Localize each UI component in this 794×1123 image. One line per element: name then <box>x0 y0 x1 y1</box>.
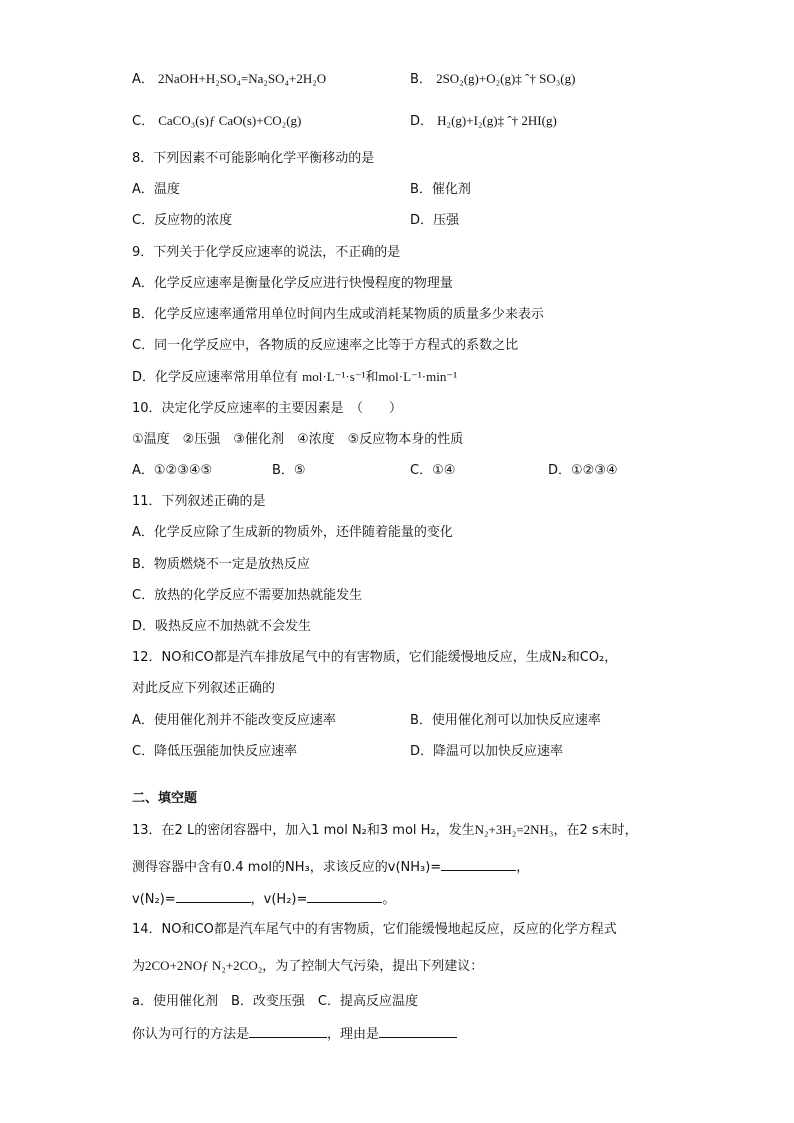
equation: 2SO₂(g)+O₂(g)‡ ˆ† SO₃(g) <box>436 71 576 86</box>
q14-options: a．使用催化剂 B．改变压强 C．提高反应温度 <box>132 994 418 1009</box>
equation: H₂(g)+I₂(g)‡ ˆ† 2HI(g) <box>437 113 557 128</box>
answer-blank-v-n2[interactable] <box>176 890 251 903</box>
q7-option-c <box>132 112 301 131</box>
q13-line3 <box>132 890 395 909</box>
equation: N₂+3H₂=2NH₃ <box>474 822 554 837</box>
equation: 2NaOH+H₂SO₄=Na₂SO₄+2H₂O <box>158 71 327 86</box>
q9-stem: 9．下列关于化学反应速率的说法，不正确的是 <box>132 245 401 260</box>
q8-option-c: C．反应物的浓度 <box>132 213 233 228</box>
q14-answer-line <box>132 1025 457 1044</box>
question-text: 你认为可行的方法是 <box>132 1027 250 1042</box>
q14-line1: 14．NO和CO都是汽车尾气中的有害物质，它们能缓慢地起反应，反应的化学方程式 <box>132 922 617 937</box>
q12-stem-line2: 对此反应下列叙述正确的 <box>132 681 276 696</box>
q9-option-b: B．化学反应速率通常用单位时间内生成或消耗某物质的质量多少来表示 <box>132 307 544 322</box>
q11-option-d: D．吸热反应不加热就不会发生 <box>132 619 312 634</box>
q7-option-b <box>410 70 575 89</box>
punctuation: ， <box>516 860 530 875</box>
punctuation: 。 <box>382 892 396 907</box>
question-text: 13．在2 L的密闭容器中，加入1 mol N₂和3 mol H₂，发生 <box>132 823 475 838</box>
equation: CaCO₃(s)ƒ CaO(s)+CO₂(g) <box>158 113 302 128</box>
answer-blank-v-h2[interactable] <box>307 890 382 903</box>
q11-stem: 11．下列叙述正确的是 <box>132 494 266 509</box>
q11-option-b: B．物质燃烧不一定是放热反应 <box>132 557 310 572</box>
q13-line2 <box>132 858 529 877</box>
q8-option-d: D．压强 <box>410 213 460 228</box>
q14-line2 <box>132 957 483 976</box>
question-text: v(N₂)= <box>132 892 176 907</box>
answer-blank-method[interactable] <box>249 1025 327 1038</box>
option-letter: B． <box>410 72 432 87</box>
option-letter: A． <box>132 72 154 87</box>
q10-factors: ①温度 ②压强 ③催化剂 ④浓度 ⑤反应物本身的性质 <box>132 432 464 447</box>
q12-option-b: B．使用催化剂可以加快反应速率 <box>410 713 601 728</box>
q8-option-b: B．催化剂 <box>410 182 471 197</box>
q10-stem: 10．决定化学反应速率的主要因素是 （ ） <box>132 401 403 416</box>
question-text: 为 <box>132 959 146 974</box>
q8-stem: 8．下列因素不可能影响化学平衡移动的是 <box>132 151 375 166</box>
answer-blank-v-nh3[interactable] <box>441 858 516 871</box>
q9-option-d <box>132 368 457 387</box>
q13-line1 <box>132 821 638 840</box>
option-text: D．化学反应速率常用单位有 <box>132 370 299 385</box>
q9-option-a: A．化学反应速率是衡量化学反应进行快慢程度的物理量 <box>132 276 453 291</box>
q10-option-c: C．①④ <box>410 463 456 478</box>
q12-stem-line1: 12．NO和CO都是汽车排放尾气中的有害物质，它们能缓慢地反应，生成N₂和CO₂， <box>132 650 618 665</box>
q11-option-c: C．放热的化学反应不需要加热就能发生 <box>132 588 363 603</box>
q12-option-d: D．降温可以加快反应速率 <box>410 744 564 759</box>
q7-option-a <box>132 70 326 89</box>
answer-blank-reason[interactable] <box>379 1025 457 1038</box>
question-text: ，为了控制大气污染，提出下列建议： <box>262 959 484 974</box>
section-title: 二、填空题 <box>132 791 198 806</box>
q10-option-d: D．①②③④ <box>548 463 618 478</box>
q9-option-c: C．同一化学反应中，各物质的反应速率之比等于方程式的系数之比 <box>132 338 519 353</box>
q8-option-a: A．温度 <box>132 182 180 197</box>
option-letter: C． <box>132 114 155 129</box>
q10-option-a: A．①②③④⑤ <box>132 463 213 478</box>
units: mol·L⁻¹·s⁻¹和mol·L⁻¹·min⁻¹ <box>302 369 458 384</box>
q11-option-a: A．化学反应除了生成新的物质外，还伴随着能量的变化 <box>132 525 453 540</box>
option-letter: D． <box>410 114 434 129</box>
question-text: ，v(H₂)= <box>250 892 308 907</box>
q10-option-b: B．⑤ <box>272 463 306 478</box>
q12-option-c: C．降低压强能加快反应速率 <box>132 744 298 759</box>
q12-option-a: A．使用催化剂并不能改变反应速率 <box>132 713 336 728</box>
question-text: ，理由是 <box>327 1027 380 1042</box>
equation: 2CO+2NOƒ N₂+2CO₂ <box>145 958 263 973</box>
question-text: 测得容器中含有0.4 mol的NH₃，求该反应的v(NH₃)= <box>132 860 442 875</box>
q7-option-d <box>410 112 557 131</box>
question-text: ，在2 s末时， <box>553 823 638 838</box>
